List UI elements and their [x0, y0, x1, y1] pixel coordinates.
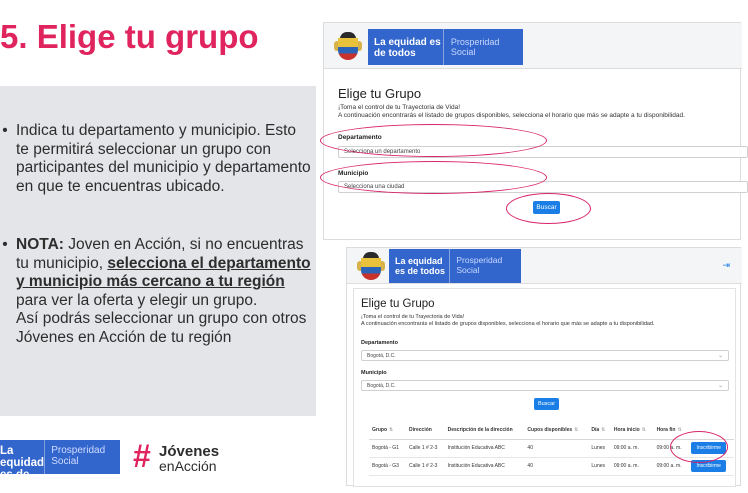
- col-header-dia[interactable]: Día ⇅: [588, 422, 610, 439]
- brand-banner: [368, 29, 523, 65]
- coat-of-arms-icon: [334, 32, 362, 62]
- note-text-a: Joven en Acción, si no encuentras tu municipio,: [16, 236, 304, 272]
- col-header-descripcion[interactable]: Descripción de la dirección: [445, 422, 525, 439]
- chevron-down-icon: ⌄: [717, 353, 723, 359]
- municipality-label: Municipio: [338, 170, 369, 177]
- jovenes-logo-line1: Jóvenes: [159, 443, 220, 460]
- cell-direccion: Calle 1 # 2-3: [406, 439, 445, 457]
- sort-icon: ⇅: [641, 427, 646, 434]
- slide-title: 5. Elige tu grupo: [0, 18, 259, 55]
- cell-hora-fin: 09:00 a. m.: [654, 439, 689, 457]
- municipality-label: Municipio: [361, 370, 387, 376]
- cell-grupo: Bogotá - G1: [369, 439, 406, 457]
- logout-icon[interactable]: ⇥: [722, 260, 730, 270]
- sort-icon: ⇅: [389, 427, 394, 434]
- cell-descripcion: Institución Educativa ABC: [445, 439, 525, 457]
- department-select[interactable]: [361, 350, 729, 361]
- brand-right: Prosperidad Social: [449, 249, 521, 283]
- cell-dia: Lunes: [588, 457, 610, 475]
- highlight-oval-search: [506, 193, 591, 224]
- department-label: Departamento: [338, 134, 382, 141]
- cell-hora-inicio: 09:00 a. m.: [611, 439, 654, 457]
- enroll-button[interactable]: Inscribirme: [691, 460, 725, 472]
- municipality-value: Bogotá, D.C.: [367, 383, 396, 389]
- cell-cupos: 40: [524, 439, 588, 457]
- col-header-hora-inicio[interactable]: Hora inicio ⇅: [611, 422, 654, 439]
- brand-left: La equidad es de todos: [374, 37, 441, 59]
- hashtag-icon: #: [133, 438, 151, 474]
- bullet-mark: •: [2, 236, 8, 253]
- search-button[interactable]: Buscar: [533, 201, 560, 214]
- bullet-instructions-text: Indica tu departamento y municipio. Esto te permitirá seleccionar un grupo con participantes del municipio y departamento en que te encuentras ubicado.: [16, 122, 311, 195]
- gov-logo-right: Prosperidad Social: [44, 440, 120, 474]
- footer-logos: [0, 438, 300, 493]
- col-header-direccion[interactable]: Dirección: [406, 422, 445, 439]
- jovenes-logo: [133, 440, 243, 476]
- sort-icon: ⇅: [574, 427, 579, 434]
- form-intro-line1: ¡Toma el control de tu Trayectoria de Vida!: [338, 104, 460, 111]
- bullet-instructions: [0, 122, 316, 196]
- cell-dia: Lunes: [588, 439, 610, 457]
- site-header: [347, 248, 742, 284]
- form-intro-line2: A continuación encontrarás el listado de grupos disponibles, selecciona el horario que más se adapte a tu disponibilidad.: [361, 321, 655, 327]
- form-heading: Elige tu Grupo: [338, 86, 422, 101]
- gov-logo-left: La equidad es de todos: [0, 445, 45, 493]
- info-panel: [0, 86, 316, 416]
- cell-hora-fin: 09:00 a. m.: [654, 457, 689, 475]
- table-row: [369, 457, 734, 475]
- brand-left: La equidad es de todos: [395, 256, 446, 276]
- cell-grupo: Bogotá - G3: [369, 457, 406, 475]
- coat-of-arms-icon: [357, 252, 385, 282]
- cell-hora-inicio: 09:00 a. m.: [611, 457, 654, 475]
- cell-direccion: Calle 1 # 2-3: [406, 457, 445, 475]
- col-header-hora-fin[interactable]: Hora fin ⇅: [654, 422, 689, 439]
- sort-icon: ⇅: [677, 427, 682, 434]
- sort-icon: ⇅: [601, 427, 606, 434]
- municipality-select[interactable]: Selecciona una ciudad: [338, 181, 748, 193]
- enroll-button[interactable]: Inscribirme: [691, 442, 725, 454]
- brand-right: Prosperidad Social: [443, 29, 523, 65]
- form-heading: Elige tu Grupo: [361, 298, 435, 310]
- chevron-down-icon: ⌄: [717, 383, 723, 389]
- gov-logo: [0, 440, 120, 493]
- bullet-mark: •: [2, 122, 8, 139]
- jovenes-logo-line2: enAcción: [159, 458, 217, 474]
- department-select[interactable]: Selecciona un departamento: [338, 146, 748, 158]
- brand-banner: [389, 249, 521, 283]
- note-text-b: para ver la oferta y elegir un grupo.: [16, 291, 258, 309]
- site-header: [324, 23, 742, 69]
- note-underlined: selecciona el departamento y municipio más cercano a tu región: [16, 254, 311, 290]
- department-label: Departamento: [361, 340, 398, 346]
- highlight-oval-municipality: [320, 161, 547, 194]
- col-header-grupo[interactable]: Grupo ⇅: [369, 422, 406, 439]
- bullet-note: [0, 236, 316, 347]
- municipality-select[interactable]: [361, 380, 729, 391]
- highlight-oval-enroll: [670, 431, 728, 463]
- cell-cupos: 40: [524, 457, 588, 475]
- screenshot-results: [346, 247, 741, 486]
- note-label: NOTA:: [16, 236, 64, 253]
- search-button[interactable]: Buscar: [534, 398, 559, 410]
- cell-descripcion: Institución Educativa ABC: [445, 457, 525, 475]
- department-value: Bogotá, D.C.: [367, 353, 396, 359]
- highlight-oval-department: [320, 124, 547, 157]
- screenshot-form-empty: [323, 22, 741, 240]
- form-intro-line1: ¡Toma el control de tu Trayectoria de Vida!: [361, 314, 465, 320]
- form-intro-line2: A continuación encontrarás el listado de grupos disponibles, selecciona el horario que más se adapte a tu disponibilidad.: [338, 112, 685, 119]
- note-text-c: Así podrás seleccionar un grupo con otros Jóvenes en Acción de tu región: [16, 310, 307, 346]
- col-header-cupos[interactable]: Cupos disponibles ⇅: [524, 422, 588, 439]
